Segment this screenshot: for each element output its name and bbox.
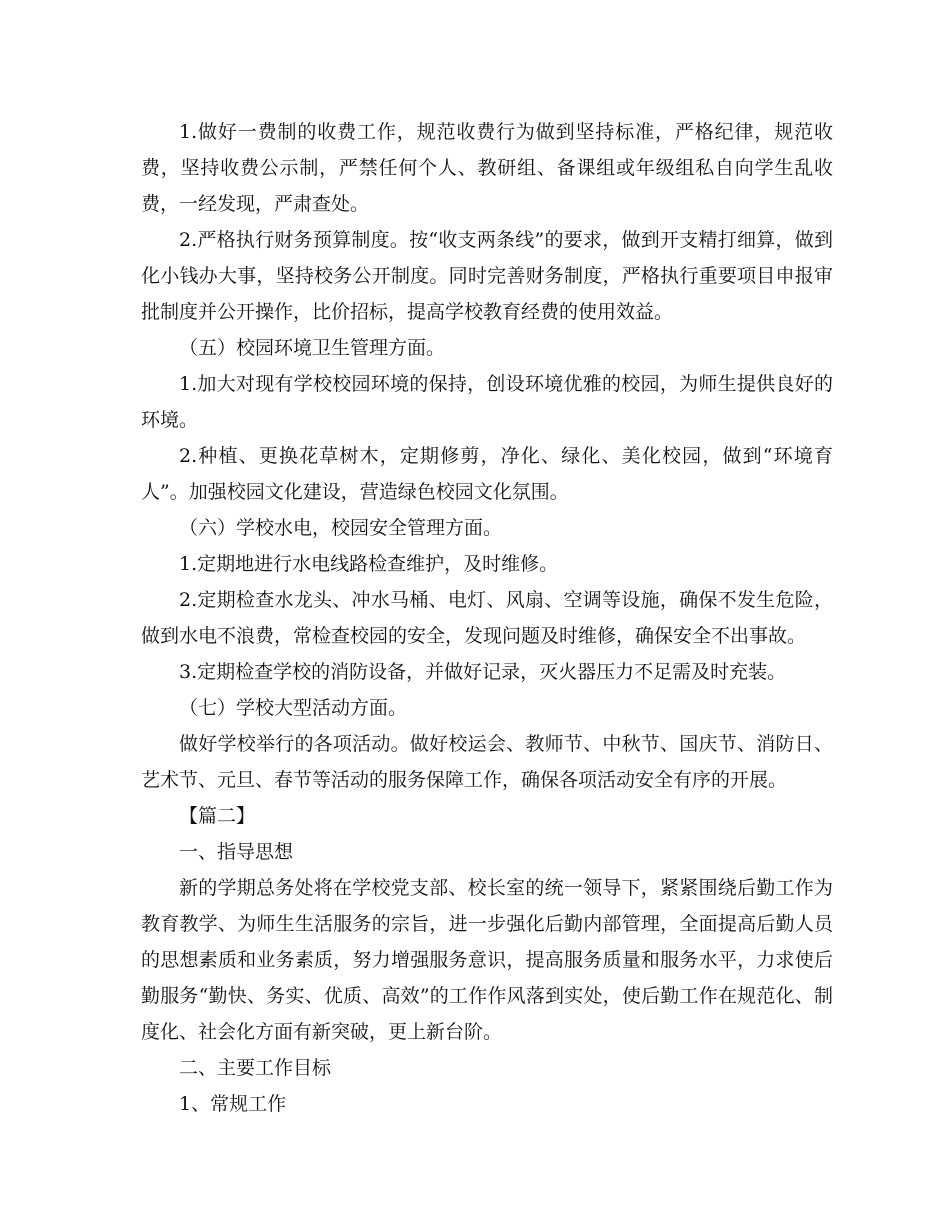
heading-main-goals: 二、主要工作目标 xyxy=(179,1057,332,1079)
section-heading-water-electric-safety: （六）学校水电，校园安全管理方面。 xyxy=(179,517,503,539)
paragraph-environment-1: 1.加大对现有学校校园环境的保持，创设环境优雅的校园，为师生提供良好的环境。 xyxy=(141,373,833,431)
paragraph-guiding-ideology: 新的学期总务处将在学校党支部、校长室的统一领导下，紧紧围绕后勤工作为教育教学、为师生生活服务的宗旨，进一步强化后勤内部管理，全面提高后勤人员的思想素质和业务素质，努力增强服务意识，提高服务质量和服务水平，力求使后勤服务“勤快、务实、优质、高效”的工作作风落到实处，使后勤工作在规范化、制度化、社会化方面有新突破，更上新台阶。 xyxy=(141,877,833,1043)
document-body xyxy=(141,114,833,1122)
paragraph-safety-2: 2.定期检查水龙头、冲水马桶、电灯、风扇、空调等设施，确保不发生危险，做到水电不浪费，常检查校园的安全，发现问题及时维修，确保安全不出事故。 xyxy=(141,589,833,647)
paragraph-safety-3: 3.定期检查学校的消防设备，并做好记录，灭火器压力不足需及时充装。 xyxy=(179,661,787,683)
paragraph-environment-2: 2.种植、更换花草树木，定期修剪，净化、绿化、美化校园，做到“环境育人”。加强校园文化建设，营造绿色校园文化氛围。 xyxy=(141,445,833,503)
heading-guiding-ideology: 一、指导思想 xyxy=(179,841,294,863)
paragraph-activities: 做好学校举行的各项活动。做好校运会、教师节、中秋节、国庆节、消防日、艺术节、元旦、春节等活动的服务保障工作，确保各项活动安全有序的开展。 xyxy=(141,733,833,791)
heading-routine-work: 1、常规工作 xyxy=(179,1093,287,1115)
paragraph-fee-work: 1.做好一费制的收费工作，规范收费行为做到坚持标准，严格纪律，规范收费，坚持收费公示制，严禁任何个人、教研组、备课组或年级组私自向学生乱收费，一经发现，严肃查处。 xyxy=(141,121,833,215)
section-heading-campus-environment: （五）校园环境卫生管理方面。 xyxy=(179,337,446,359)
paragraph-safety-1: 1.定期地进行水电线路检查维护，及时维修。 xyxy=(179,553,559,575)
paragraph-budget: 2.严格执行财务预算制度。按“收支两条线”的要求，做到开支精打细算，做到化小钱办大事，坚持校务公开制度。同时完善财务制度，严格执行重要项目申报审批制度并公开操作，比价招标，提高学校教育经费的使用效益。 xyxy=(141,229,833,323)
part-two-heading: 【篇二】 xyxy=(179,805,256,827)
section-heading-large-activities: （七）学校大型活动方面。 xyxy=(179,697,408,719)
